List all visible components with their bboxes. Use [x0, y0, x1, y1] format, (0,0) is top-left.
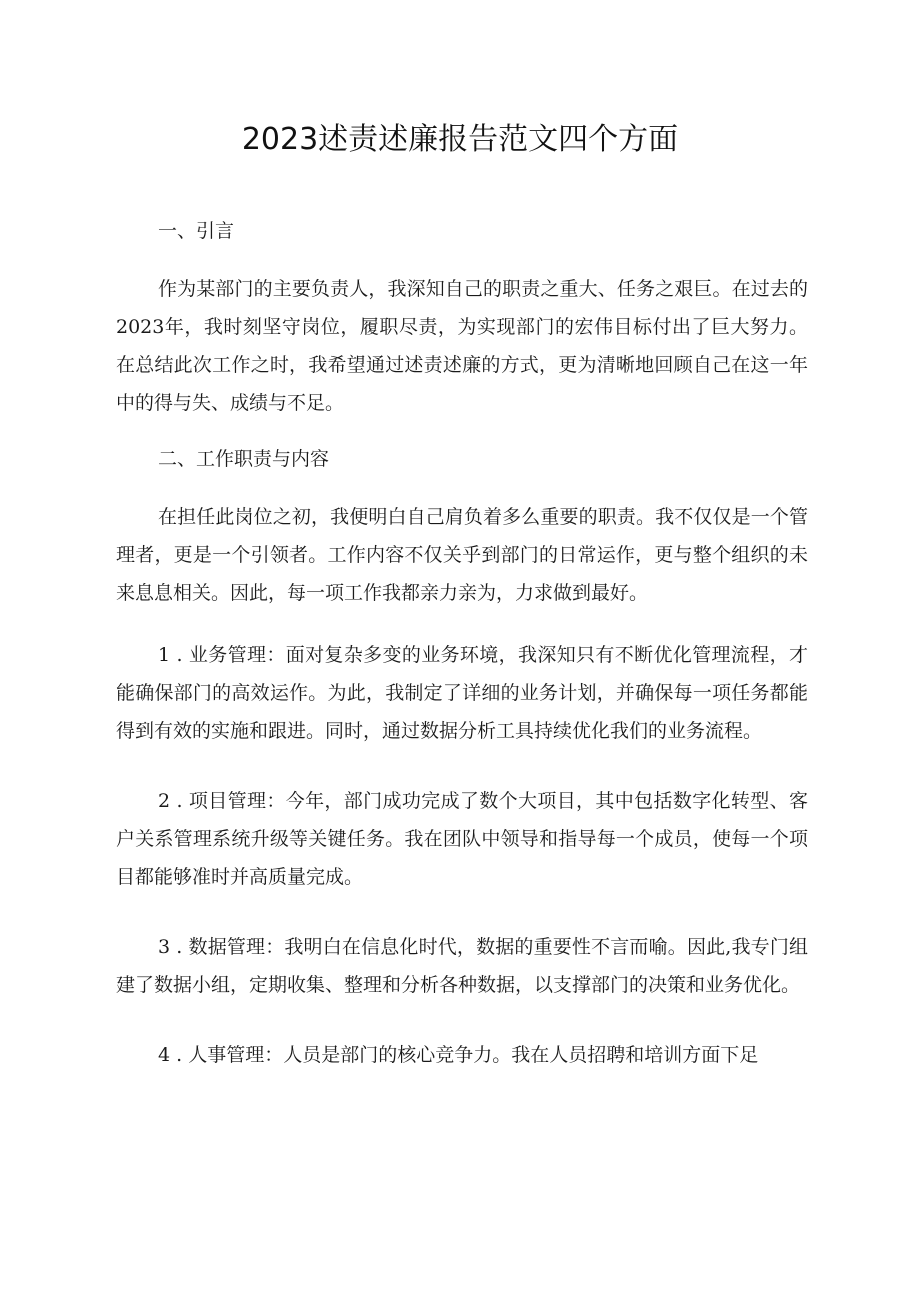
duty-item-data: 3 . 数据管理：我明白在信息化时代，数据的重要性不言而喻。因此,我专门组建了数据小组，定期收集、整理和分析各种数据，以支撑部门的决策和业务优化。 — [116, 936, 808, 996]
duty-item-business: 1 . 业务管理：面对复杂多变的业务环境，我深知只有不断优化管理流程，才能确保部门的高效运作。为此，我制定了详细的业务计划，并确保每一项任务都能得到有效的实施和跟进。同时，通过数据分析工具持续优化我们的业务流程。 — [116, 644, 808, 742]
section-heading-duties: 二、工作职责与内容 — [158, 448, 330, 470]
intro-paragraph: 作为某部门的主要负责人，我深知自己的职责之重大、任务之艰巨。在过去的2023年，我时刻坚守岗位，履职尽责，为实现部门的宏伟目标付出了巨大努力。在总结此次工作之时，我希望通过述责述廉的方式，更为清晰地回顾自己在这一年中的得与失、成绩与不足。 — [116, 278, 808, 414]
duties-paragraph: 在担任此岗位之初，我便明白自己肩负着多么重要的职责。我不仅仅是一个管理者，更是一个引领者。工作内容不仅关乎到部门的日常运作，更与整个组织的未来息息相关。因此，每一项工作我都亲力亲为，力求做到最好。 — [116, 506, 808, 604]
document-title: 2023述责述廉报告范文四个方面 — [241, 122, 679, 157]
duty-item-personnel: 4 . 人事管理：人员是部门的核心竞争力。我在人员招聘和培训方面下足 — [158, 1044, 759, 1066]
document-body — [116, 218, 808, 1106]
duty-item-project: 2 . 项目管理：今年，部门成功完成了数个大项目，其中包括数字化转型、客户关系管理系统升级等关键任务。我在团队中领导和指导每一个成员，使每一个项目都能够准时并高质量完成。 — [116, 790, 808, 888]
section-heading-intro: 一、引言 — [158, 220, 235, 242]
